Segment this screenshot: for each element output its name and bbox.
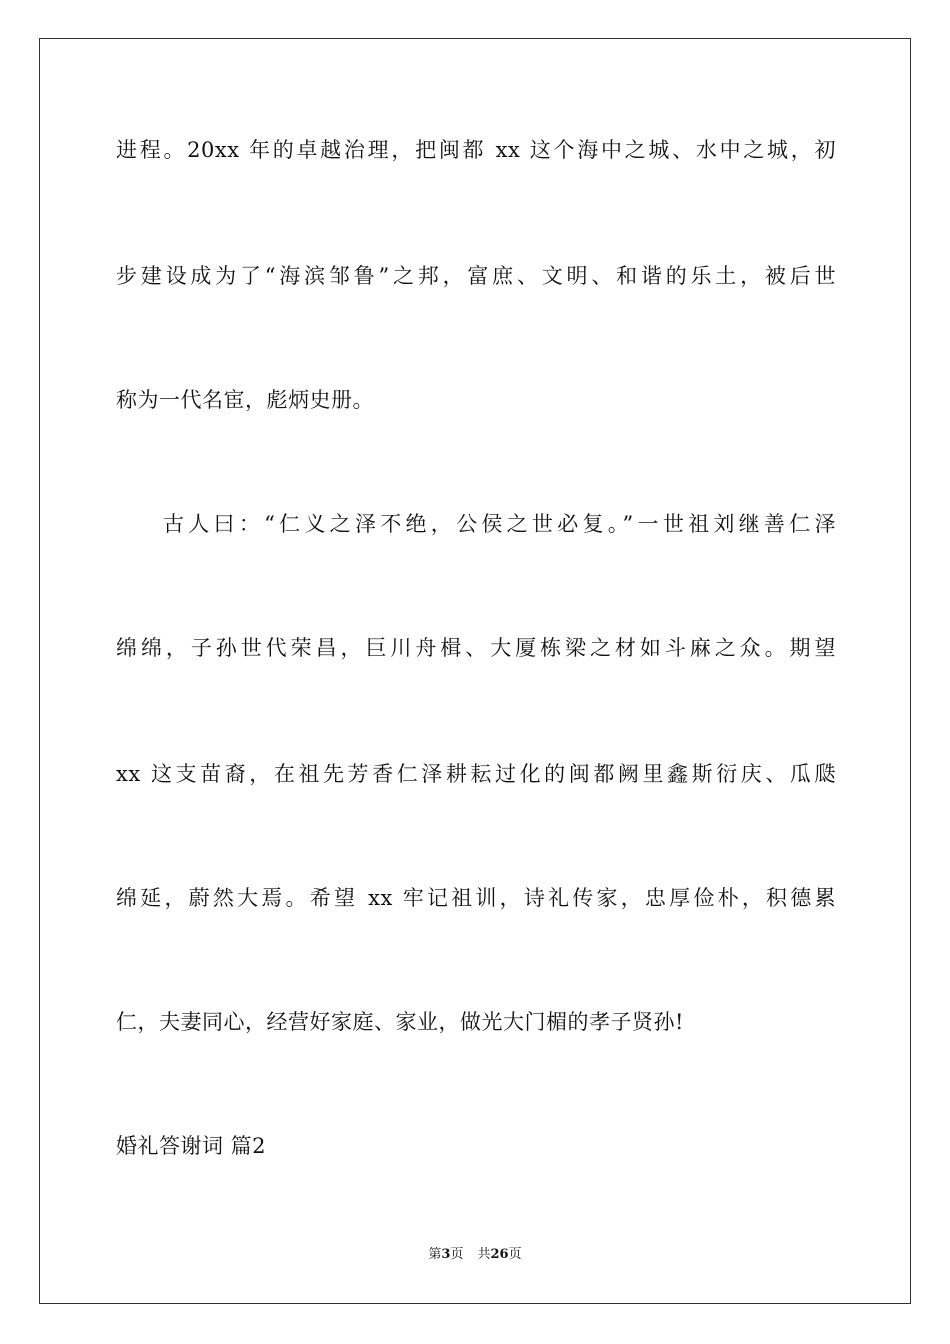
page-border: [39, 38, 911, 1304]
page-footer: [0, 1246, 950, 1264]
body-line-6: xx 这支苗裔，在祖先芳香仁泽耕耘过化的闽都阙里鑫斯衍庆、瓜瓞: [116, 762, 836, 786]
body-line-1: 进程。20xx 年的卓越治理，把闽都 xx 这个海中之城、水中之城，初: [116, 138, 836, 162]
footer-page-total: 26: [490, 1247, 509, 1262]
section-heading: 婚礼答谢词 篇2: [116, 1134, 267, 1158]
body-line-7: 绵延，蔚然大焉。希望 xx 牢记祖训，诗礼传家，忠厚俭朴，积德累: [116, 886, 836, 910]
body-line-5: 绵绵，子孙世代荣昌，巨川舟楫、大厦栋梁之材如斗麻之众。期望: [116, 636, 836, 660]
footer-page-prefix: 第: [428, 1247, 442, 1262]
body-line-3: 称为一代名宦，彪炳史册。: [116, 388, 374, 412]
footer-total-prefix: 共: [477, 1247, 491, 1262]
footer-page-mid: 页: [450, 1247, 464, 1262]
footer-total-suffix: 页: [508, 1247, 522, 1262]
body-line-2: 步建设成为了“海滨邹鲁”之邦，富庶、文明、和谐的乐土，被后世: [116, 264, 836, 288]
body-line-4: 古人曰：“仁义之泽不绝，公侯之世必复。”一世祖刘继善仁泽: [163, 512, 836, 536]
footer-page-current: 3: [441, 1247, 451, 1262]
body-line-8: 仁，夫妻同心，经营好家庭、家业，做光大门楣的孝子贤孙!: [116, 1010, 684, 1034]
